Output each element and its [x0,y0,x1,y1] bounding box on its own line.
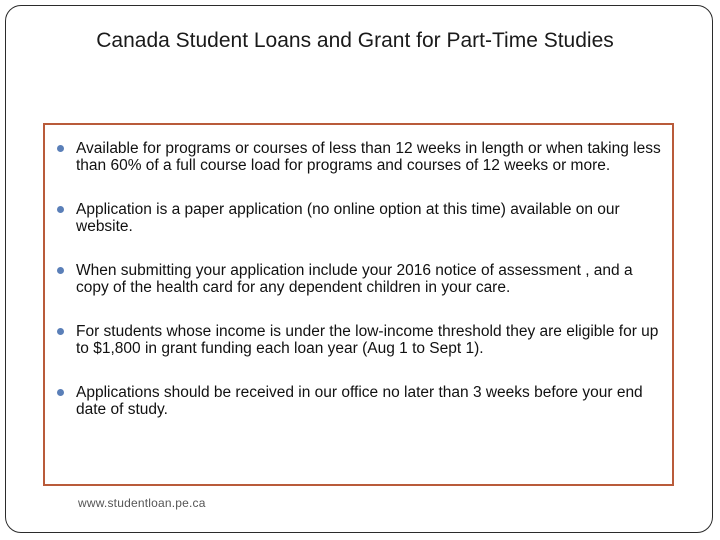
bullet-dot-icon [57,145,64,152]
bullet-dot-icon [57,267,64,274]
bullet-item [55,140,665,174]
bullet-text: Application is a paper application (no online option at this time) available on our website. [76,201,620,235]
bullet-item [55,262,665,296]
slide-title: Canada Student Loans and Grant for Part-Time Studies [96,29,614,52]
bullet-item [55,384,665,418]
bullet-list [55,140,665,418]
bullet-text: Applications should be received in our office no later than 3 weeks before your end date of study. [76,384,643,418]
bullet-item [55,323,665,357]
bullet-text: When submitting your application include your 2016 notice of assessment , and a copy of the health card for any dependent children in your care. [76,262,633,296]
bullet-dot-icon [57,328,64,335]
bullet-dot-icon [57,389,64,396]
bullet-text: Available for programs or courses of less than 12 weeks in length or when taking less than 60% of a full course load for programs and courses of 12 weeks or more. [76,140,661,174]
bullet-text: For students whose income is under the low-income threshold they are eligible for up to $1,800 in grant funding each loan year (Aug 1 to Sept 1). [76,323,659,357]
bullet-dot-icon [57,206,64,213]
bullet-item [55,201,665,235]
footer-url[interactable]: www.studentloan.pe.ca [78,496,206,510]
content-box [43,123,674,486]
